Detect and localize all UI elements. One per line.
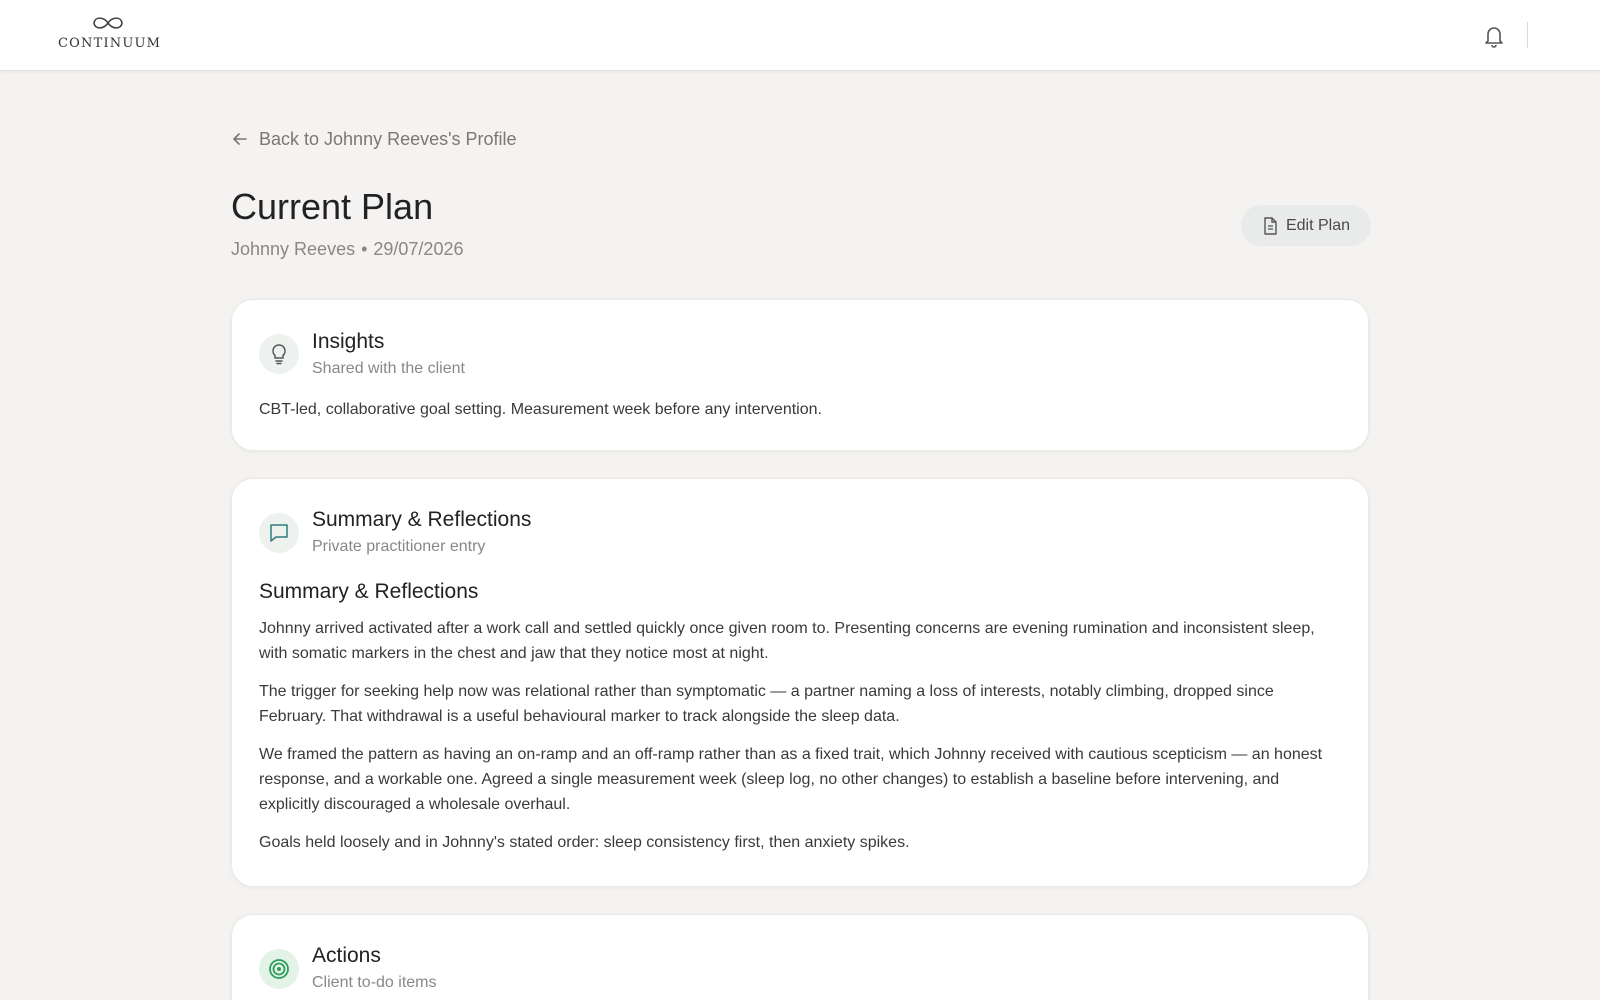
summary-subtitle: Private practitioner entry [312, 538, 486, 555]
summary-section-heading: Summary & Reflections [259, 580, 479, 603]
plan-meta [231, 239, 463, 260]
client-name: Johnny Reeves [231, 239, 356, 259]
summary-reflections-card [231, 478, 1369, 887]
file-text-icon [1262, 217, 1278, 235]
summary-paragraph: Johnny arrived activated after a work call and settled quickly once given room to. Presenting concerns are evening rumination and inconsistent sleep, with somatic markers in the chest and jaw that they notice most at night. [259, 620, 1315, 662]
arrow-left-icon [231, 130, 249, 148]
lightbulb-icon [259, 334, 299, 374]
summary-title: Summary & Reflections [312, 508, 532, 531]
infinity-icon [89, 14, 127, 32]
insights-body [259, 397, 1341, 435]
summary-paragraph: We framed the pattern as having an on-ramp and an off-ramp rather than as a fixed trait, which Johnny received with cautious scepticism — an honest response, and a workable one. Agreed a single measurement week (sleep log, no other changes) to establish a baseline before intervening, and explicitly discouraged a wholesale overhaul. [259, 746, 1323, 813]
summary-body [259, 577, 1341, 868]
back-to-profile-link[interactable] [231, 126, 517, 152]
message-square-icon [259, 513, 299, 553]
back-link-label: Back to Johnny Reeves's Profile [259, 128, 517, 149]
edit-plan-button[interactable] [1241, 205, 1371, 246]
continuum-logo[interactable] [58, 14, 162, 58]
summary-paragraph: The trigger for seeking help now was relational rather than symptomatic — a partner naming a loss of interests, notably climbing, dropped since February. That withdrawal is a useful behavioural marker to track alongside the sleep data. [259, 683, 1274, 725]
page-title: Current Plan [231, 186, 434, 227]
plan-date: 29/07/2026 [373, 239, 464, 259]
notifications-bell-icon[interactable] [1483, 24, 1505, 48]
actions-title: Actions [312, 944, 381, 967]
insights-card [231, 299, 1369, 451]
top-navigation-bar [0, 0, 1600, 71]
target-icon [259, 949, 299, 989]
insights-subtitle: Shared with the client [312, 360, 465, 377]
topbar-divider [1527, 22, 1528, 48]
summary-paragraph: Goals held loosely and in Johnny's stated order: sleep consistency first, then anxiety spikes. [259, 834, 910, 851]
logo-text: CONTINUUM [58, 36, 162, 51]
actions-card [231, 914, 1369, 1000]
edit-plan-label: Edit Plan [1285, 216, 1351, 234]
insights-text: CBT-led, collaborative goal setting. Measurement week before any intervention. [259, 401, 822, 418]
meta-separator: • [361, 239, 368, 259]
actions-subtitle: Client to-do items [312, 974, 437, 991]
insights-title: Insights [312, 330, 385, 353]
